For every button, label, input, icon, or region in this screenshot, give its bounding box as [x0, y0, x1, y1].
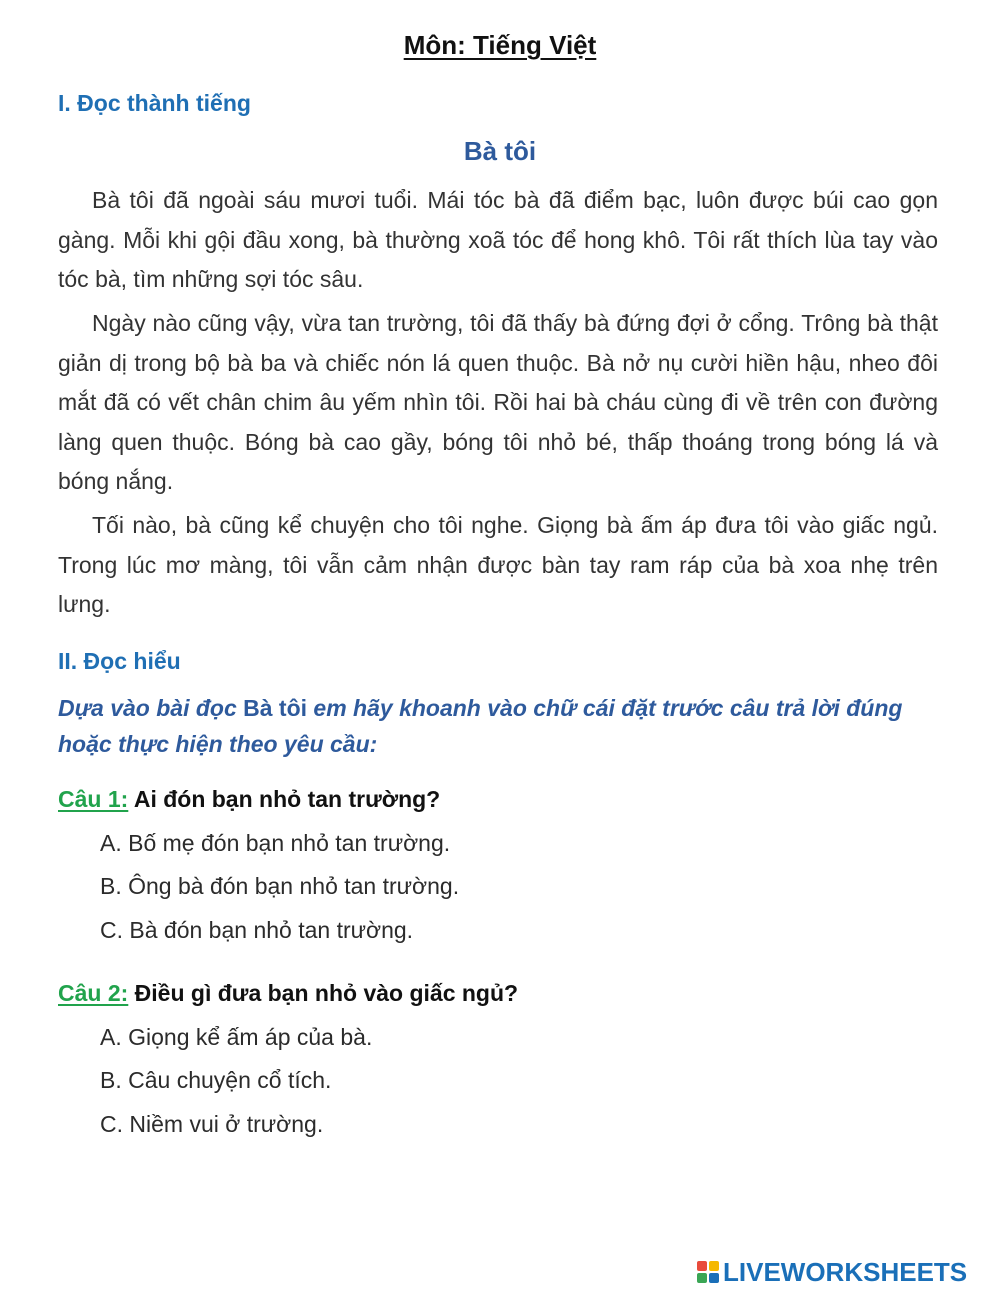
story-paragraph-3: Tối nào, bà cũng kể chuyện cho tôi nghe. Giọng bà ấm áp đưa tôi vào giấc ngủ. Trong lúc mơ màng, tôi vẫn cảm nhận được bàn tay ram ráp của bà xoa nhẹ trên lưng.	[58, 512, 938, 617]
question-1	[58, 786, 440, 813]
question-1-option-b[interactable]: B. Ông bà đón bạn nhỏ tan trường.	[100, 873, 460, 899]
question-1-option-a[interactable]: A. Bố mẹ đón bạn nhỏ tan trường.	[100, 830, 451, 856]
section-1-heading: I. Đọc thành tiếng	[58, 90, 251, 116]
story-paragraph-2: Ngày nào cũng vậy, vừa tan trường, tôi đã thấy bà đứng đợi ở cổng. Trông bà thật giản dị trong bộ bà ba và chiếc nón lá quen thuộc. Bà nở nụ cười hiền hậu, nheo đôi mắt đã có vết chân chim âu yếm nhìn tôi. Rồi hai bà cháu cùng đi về trên con đường làng quen thuộc. Bóng bà cao gầy, bóng tôi nhỏ bé, thấp thoáng trong bóng lá và bóng nắng.	[58, 310, 938, 494]
question-1-option-c[interactable]: C. Bà đón bạn nhỏ tan trường.	[100, 917, 414, 943]
instruction-part-1: Dựa vào bài đọc	[58, 695, 244, 721]
liveworksheets-logo	[697, 1258, 967, 1286]
question-2-text: Điều gì đưa bạn nhỏ vào giấc ngủ?	[128, 980, 519, 1006]
story-paragraph-1: Bà tôi đã ngoài sáu mươi tuổi. Mái tóc bà đã điểm bạc, luôn được búi cao gọn gàng. Mỗi khi gội đầu xong, bà thường xoã tóc để hong khô. Tôi rất thích lùa tay vào tóc bà, tìm những sợi tóc sâu.	[58, 187, 938, 292]
instruction-text	[58, 690, 938, 762]
story-title: Bà tôi	[463, 136, 537, 166]
question-2-option-c[interactable]: C. Niềm vui ở trường.	[100, 1111, 324, 1137]
liveworksheets-logo-icon	[697, 1261, 719, 1283]
question-2	[58, 980, 518, 1007]
instruction-story-title: Bà tôi	[243, 695, 308, 721]
liveworksheets-logo-text: LIVEWORKSHEETS	[723, 1256, 968, 1287]
section-2-heading: II. Đọc hiểu	[58, 648, 181, 674]
question-2-option-b[interactable]: B. Câu chuyện cổ tích.	[100, 1067, 332, 1093]
question-2-label: Câu 2:	[58, 980, 129, 1006]
question-1-label: Câu 1:	[58, 786, 129, 812]
question-2-option-a[interactable]: A. Giọng kể ấm áp của bà.	[100, 1024, 373, 1050]
question-1-text: Ai đón bạn nhỏ tan trường?	[128, 786, 441, 812]
subject-title: Môn: Tiếng Việt	[403, 30, 597, 60]
instruction-part-2: em hãy khoanh vào chữ cái đặt trước câu trả lời đúng hoặc thực hiện theo yêu cầu:	[58, 695, 903, 757]
